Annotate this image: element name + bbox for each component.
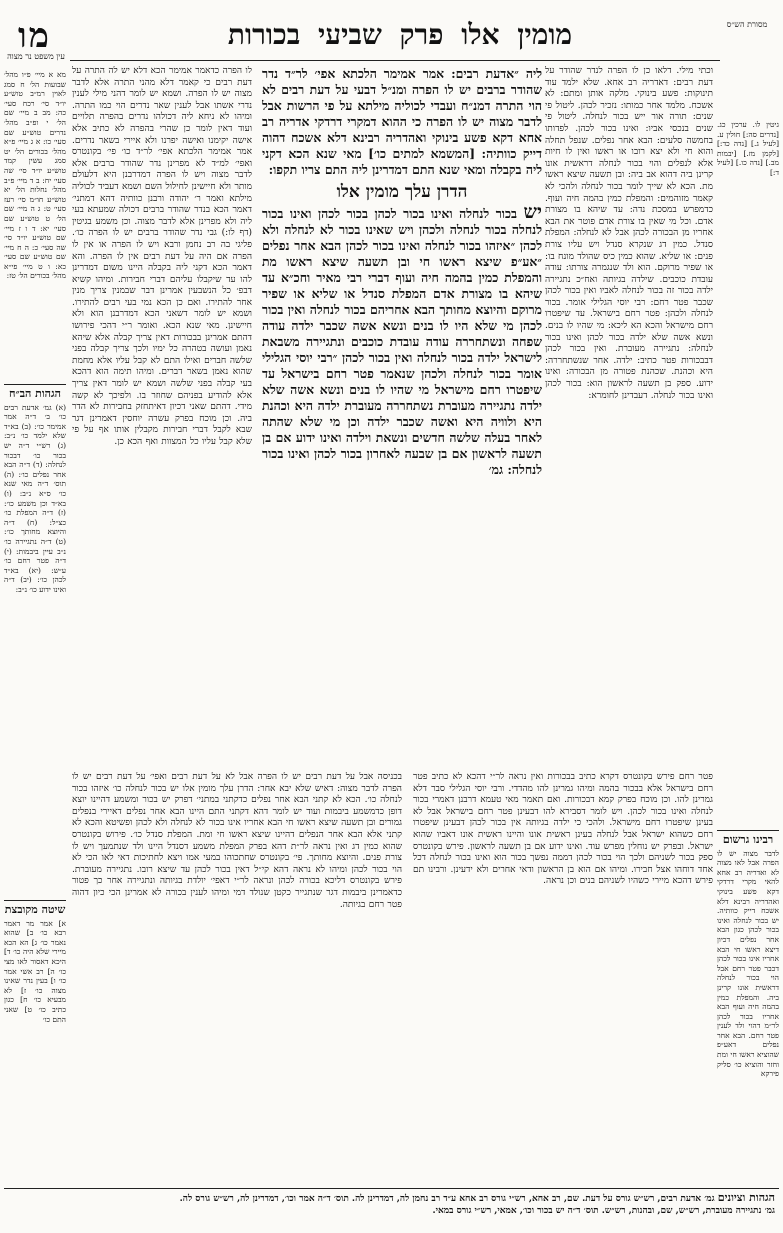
footer	[10, 1192, 775, 1228]
shita-mekubetzet-title: שיטה מקובצת	[4, 903, 66, 916]
mishna-text: בכור לנחלה ואינו בכור לכהן בכור לכהן ואינו בכור לנחלה בכור לנחלה ולכהן ויש שאינו בכור לא לנחלה ולא לכהן ״איזהו בכור לנחלה ואינו בכור לכהן הבא אחר נפלים ״אע״פ שיצא ראשו חי ובן תשעה שיצא ראשו מת והמפלת כמין בהמה חיה ועוף דברי רבי מאיר וחכ״א עד שיהא בו מצורת אדם המפלת סנדל או שליא או שפיר מרוקם והיוצא מחותך הבא אחריהם בכור לנחלה ואין בכור לכהן מי שלא היו לו בנים ונשא אשה שכבר ילדה עודה שפחה ונשתחררה עודה עובדת כוכבים ונתגיירה משבאת לישראל ילדה בכור לנחלה ואין בכור לכהן ״רבי יוסי הגלילי אומר בכור לנחלה ולכהן שנאמר פטר רחם בישראל עד שיפטרו רחם מישראל מי שהיו לו בנים ונשא אשה שלא ילדה נתגיירה מעוברת נשתחררה מעוברת ילדה היא וכהנת היא ולוויה היא ואשה שכבר ילדה וכן מי שלא שהתה לאחר בעלה שלשה חדשים ונשאת וילדה ואינו ידוע אם בן תשעה לראשון אם בן שבעה לאחרון בכור לכהן ואינו בכור לנחלה: גמ׳	[262, 206, 542, 477]
ein-mishpat-column	[4, 70, 66, 370]
rabbeinu-gershom-text: לדבר מצוה יש לו הפרה אבל לאו מצוה לא ואדריה רב אחא להאי מקרי דרדקי דקא פשע בינוקי ואהדריה רבינא דלא אשכח דייק כוותיה. יש בכור לנחלה ואינו בכור לכהן כגון הבא אחר נפלים דכיון דיצא ראשו חי הבא אחריו אינו בכור לכהן דכבר פטר רחם אבל הוי בכור לנחלה דראשית אונו קרינן ביה. והמפלת כמין בהמה חיה ועוף הבא אחריו בכור לכהן לר״מ דהוי ולד לענין פטר רחם. הבא אחר נפלים דאע״פ שהוציא ראשו חי ומת וחזר והוציא כו׳ סליק פירקא	[717, 848, 779, 1079]
mishna-lead-word: יש	[523, 201, 542, 223]
rashi-column	[545, 66, 713, 726]
gemara-intro: ליה ״אדעת רבים: אמר אמימר הלכתא אפי׳ לר״ד נדר שהודר ברבים יש לו הפרה ומנ״ל דבעי על דעת רבים לא הוי התרה דמנ״ח ועבדי לכוליה מילתא על פי הרשות אבל לדבר מצוה יש לו הפרה כי ההוא דמקרי דרדקי אדריה רב אחא דקא פשע בינוקי ואהדריה רבינא דלא אשכח דהוה דייק כוותיה: [המשמא למתים כו׳] מאי שנא הכא דקני ליה בקבלה ומאי שנא התם דמדרינן ליה התם צריו תקפו:	[262, 66, 542, 177]
shita-mekubetzet	[4, 900, 66, 1130]
tosafot-text: לו הפרה כדאמר אמימר הכא דלא יש לה התרה על דעת רבים כי קאמר דלא מהני התרה אלא לדבר מצוה יש לו הפרה. ושמא יש לומר דהני מילי לענין נדרי אשתו אבל לענין שאר נדרים הוי כמו התרה. ומיהו לא ניחא ליה דכולהו נדרים בהפרה תלויים ועוד דאין לומר כן שהרי בהפרה לא כתיב אלא אישה יקימנו ואישה יפרנו ולא איירי בשאר נדרים. אמר אמימר הלכתא אפי׳ לר״ד כו׳ פי׳ בקונטרס ואפי׳ למ״ד לא מפרינן נדר שהודר ברבים אלא לדבר מצוה ויש לו הפרה דמדרבנן היא דלעולם מותר ולא חיישינן לחילול השם ושמא דעביד לכוליה מילתא ואמר ר׳ יהודה ורבנן כוותיה דהא דמתני׳ דאמר הכא בנדר שהודר ברבים דכולה שמעתא בעי ליה ולא מפרינן אלא לדבר מצוה. וכן משמע בגיטין (דף לו:) גבי נדר שהודר ברבים יש לו הפרה כו׳. פליגי בה רב נחמן ורבא ויש לו הפרה או אין לו הפרה אם היה על דעת רבים אין לו הפרה. והא דאמר הכא דקני ליה בקבלה היינו משום דמדרינן להו עד שיקבלו עליהם דברי חבירות. ומיהו קשיא דבפ׳ כל הנשבעין אמרינן דבר שבמנין צריך מנין אחר להתירו. ואם כן הכא נמי בעי רבים להתירו. ושמא יש לומר דשאני הכא דמדרבנן הוא ולא חיישינן. מאי שנא הכא. ואומר ר״י דהכי פירושו דהתם אמרינן בבכורות דאין צריך קבלה אלא שיהא נאמן ועושה בטהרה כל ימיו ולכך צריך קבלה בפני שלשה חברים ואילו התם לא קבל עליו אלא מחמת שהוא נאמן בשאר דברים. ומיהו תימה הוא דהכא בעי קבלה בפני שלשה ושמא יש לומר דאין צריך אלא להודיע בפניהם שחוזר בו. ולפיכך לא קשה מידי. דהתם שאני דכיון דאיתחזק בחבירות לא הדר ביה. וכן מוכח בפרק עשרה יוחסין דאמרינן דגר שבא לקבל דברי חבירות מקבלין אותו אף על פי שלא קבל עליו כל המצוות ואף הכא כן.	[72, 66, 252, 447]
tosafot-continued	[72, 772, 402, 1122]
header-rule	[70, 60, 720, 61]
hagahot-habach-title: הגהות הב״ח	[9, 387, 61, 400]
main-text-block	[262, 66, 542, 762]
footer-rule	[4, 1188, 779, 1189]
hadran-title: הדרן עלך מומין אלו	[336, 182, 468, 202]
tosafot-column	[72, 66, 252, 766]
rashi-continued-text: פטר רחם פירש בקונטרס דקרא כתיב בבכורות ואין נראה לר״י דהכא לא כתיב פטר רחם בישראל אלא בבכור בהמה ומיהו גמרינן להו מהדדי. ורבי יוסי הגלילי סבר דלא גמרינן להו. וכן מוכח בפרק קמא דבכורות. ואם תאמר מאי טעמא דרבנן דאמרי בכור לנחלה ואינו בכור לכהן. ויש לומר דסבירא להו דבעינן פטר רחם בישראל אבל לא בעינן שיפטרו רחם מישראל. ולהכי כי ילדה בגיותה אין בכור לכהן דבעינן שיפטרו רחם כשהוא ישראל אבל לנחלה בעינן ראשית אונו והיינו ראשית אונו דאביו שהוא ישראל. ובפרק יש נוחלין מפרש עוד. ואינו ידוע אם בן תשעה לראשון. פירש בקונטרס ספק בכור לשניהם ולכך הוי בכור לכהן דממה נפשך בכור הוא ואינו בכור לנחלה דכל אחד דוחהו אצל חבירו. ומיהו אם הוא בן הראשון ודאי אחרים ולא ידעינן. ורבינו תם פירש דהכא מיירי כשהיו לשניהם בנים וכן נראה.	[413, 772, 713, 887]
hagahot-habach-text: (א) גמ׳ אדעת רבים כו׳ ב׳ ד״ה אמר אמימר כו׳: (ב) בא״ד שלא ילמד כו׳ נ״ב: (ג) רש״י ד״ה יש בכור כו׳ דבכור לנחלה: (ד) ד״ה הבא אחר נפלים כו׳: (ה) תוס׳ ד״ה מאי שנא כו׳ ס״א נ״ב: (ו) בא״ד וכן משמע כו׳: (ז) ד״ה המפלת כו׳ כצ״ל: (ח) ד״ה והיוצא מחותך כו׳: (ט) ד״ה נתגיירה כו׳ נ״ב עיין ביבמות: (י) ד״ה פטר רחם כו׳ ע״ש: (יא) בא״ד לכהן כו׳: (יב) ד״ה ואינו ידוע כו׳ נ״ב:	[4, 402, 66, 594]
rashi-text: וכתי מילי. דלאו כן לו הפרה לנדר שהודר על דעת רבים: דאדריה רב אחא. שלא ילמד עוד תינוקות: פשע בינוקי. מלקה אותן ומתם: לא אשכח. מלמד אחר כמותו: נזכיר לכהן. ליטול פי שנים: תורה אור ייש בכור לנחלה. ליטול פי שנים בנכסי אביו: ואינו בכור לכהן. לפדותו בחמשה סלעים: הבא אחר נפלים. שנפל תחלה והוא חי ולא יצא רובו או ראשו ואין לו חיות אלא לנפלים והוי בכור לנחלה דראשית אונו קרינן ביה דהוא אב ביה: ובן תשעה שיצא ראשו מת. הכא לא שייך לומר בכור לנחלה ולהכי לא קאמר מזוהמים: והמפלת כמין בהמה חיה ועוף. כדמפרש במסכת נדה: עד שיהא בו מצורת אדם. וכל מי שאין בו צורת אדם פוטר את הבא אחריו מן הבכורה לכהן אבל לא לנחלה: המפלת סנדל. כמין דג שנקרא סנדל ויש עליו צורת פנים: או שליא. שהוא כמין כיס שהולד מונח בו: או שפיר מרוקם. הוא ולד שנגמרה צורתו: עודה עובדת כוכבים. שילדה בגיותה ואח״כ נתגיירה ילדה בכור זה בכור לנחלה לאביו ואין בכור לכהן שכבר פטר רחם: רבי יוסי הגלילי אומר. בכור לנחלה ולכהן: פטר רחם בישראל. עד שיפטרו רחם מישראל והכא הא ליכא: מי שהיו לו בנים. ונשא אשה שלא ילדה בכור לכהן ואינו בכור לנחלה: נתגיירה מעוברת. ואין בכור לכהן דבבכורות פטר כתיב: ילדה. אחר שנשתחררה: היא וכהנת. שכהנת פטורה מן הבכורה: ואינו ידוע. ספק בן תשעה לראשון הוא: בכור לכהן ואינו בכור לנחלה. דעבדינן לחומרא:	[545, 66, 713, 401]
page-folio: מו	[18, 16, 51, 56]
masoret-header: מסורת הש״ס	[726, 20, 768, 29]
shita-mekubetzet-text: א] אמר מר דאמר רבא כו׳ ב] שהוא נאמר כו׳ ג] הא הכא מיירי שלא היה כו׳ ד] היכא דאסור לאו מצי כו׳ ה] רב אשי אמר כו׳ ו] בעין נדר שאינו מצוה כו׳ ז] לא מבעיא כו׳ ח] כגון כתיב כו׳ ט] שאני התם כו׳	[4, 918, 66, 1024]
masoret-hashas-column	[717, 120, 779, 820]
page-title: מומין אלו פרק שביעי בכורות	[227, 18, 573, 51]
rabbeinu-gershom	[717, 830, 779, 1130]
ein-mishpat-text: מא א מיי׳ פ״ו מהל׳ שבועות הל׳ ח סמג לאוין רמ״ב טוש״ע יו״ד סי׳ רכח סעי׳ כה: מב ב מיי׳ שם הל׳ י ופ״ב מהל׳ נדרים טוש״ע שם סעי׳ כו: א ג מיי׳ פ״א מהל׳ בכורים הל׳ יט סמג עשין קמד טוש״ע יו״ד סי׳ שה סעי׳ יח: ב ד מיי׳ פ״ב מהל׳ נחלות הל׳ יא טוש״ע חו״מ סי׳ רעז סעי׳ ט: ג ה מיי׳ שם הל׳ ט טוש״ע שם סעי׳ יא: ד ו ז מיי׳ שם טוש״ע יו״ד סי׳ שה סעי׳ כ: ה ח מיי׳ שם טוש״ע שם סעי׳ כא: ו ט מיי׳ פי״א מהל׳ בכורים הל׳ טז:	[4, 70, 66, 281]
hagahot-habach	[4, 384, 66, 894]
footer-line-1: גמ׳ אדעת רבים, רש״ש גורס על דעת. שם, רב אחא, רש״י גורס רב אחא ע״ד רב נחמן לה, דמדרינן לה. תוס׳ ד״ה אמר וכו׳, דמדרינן לה, רש״ש גורס לה.	[179, 1194, 715, 1204]
masoret-hashas-text: גיטין לו. ערכין כג. [נדרים סה:] חולין ע. [לעיל ג.] [נדה כד:] [לקמן מז.] [יבמות מב.] [נדה כו.] [לעיל ד:]	[717, 120, 779, 177]
ein-mishpat-header: עין משפט נר מצוה	[7, 52, 65, 61]
mishna	[262, 201, 542, 478]
footer-title: הגהות וציונים	[717, 1192, 775, 1204]
rashi-continued	[413, 772, 713, 1122]
rabbeinu-gershom-title: רבינו גרשום	[722, 833, 774, 846]
tosafot-continued-text: בכניסה אבל על דעת רבים יש לו הפרה אבל לא על דעת רבים ואפי׳ על דעת רבים יש לו הפרה לדבר מצוה: דאיש שלא יבא אחר: הדרן עלך מומין אלו יש בכור לנחלה כו׳ איזהו בכור לנחלה כו׳. הכא לא קתני הבא אחר נפלים כדקתני במתני׳ דפרק יש בכור ומשמע דהיינו יוצא דופן כדמשמע ביבמות ועוד יש לומר דהא דקתני התם היינו הבא אחר נפלים דאיירי בנפלים גמורים ובן תשעה שיצא ראשו חי הבא אחריו אינו בכור לא לנחלה ולא לכהן ופשיטא והכא לא קתני אלא הבא אחר הנפלים דהיינו שיצא ראשו חי ומת. המפלת סנדל כו׳. פירוש בקונטרס שהוא כמין דג ואין נראה לר״ת דהא בפרק המפלת משמע דסנדל היינו ולד שנתמעך ויש לו צורת פנים. והיוצא מחותך. פי׳ בקונטרס שחתכוהו במעי אמו ויצא לחתיכות דאי לאו הכי לא הוי בכור לכהן ומיהו לא נראה דהא קי״ל דאין בכור לכהן עד שיצא רובו. נתגיירה מעוברת. פירש בקונטרס דליכא בכורה לכהן ונראה לר״י דאפי׳ יולדת בגיותה ונתגיירה אחר כך פטור כדאמרינן ביבמות דגר שנתגייר כקטן שנולד דמי ומיהו לענין בכורה לא אמרינן הכי כיון דהוה פטר רחם בגיותה.	[72, 772, 402, 910]
footer-line-2: גמ׳ נתגיירה מעוברת, רש״ש, שם, ובהנות, רש״ש. תוס׳ ד״ה יש בכור וכו׳, אמאי, רש״י גורס במאי.	[432, 1206, 775, 1216]
